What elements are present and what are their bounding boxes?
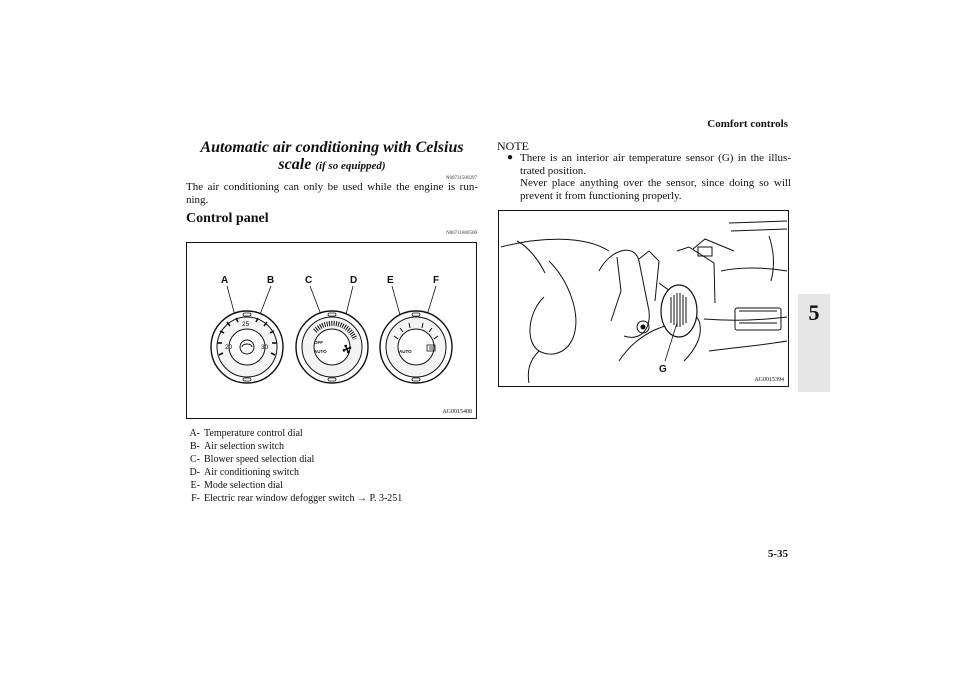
label-d: D	[350, 275, 358, 286]
legend-list	[183, 427, 479, 505]
note-text-2: Never place anything over the sensor, since doing so will prevent it from functioning properly.	[520, 177, 791, 202]
legend-item: B- Air selection switch	[190, 441, 284, 452]
title-word: scale	[278, 156, 312, 173]
label-a: A	[221, 275, 229, 286]
page-title	[186, 139, 478, 174]
auto-mark-2: AUTO	[399, 349, 412, 354]
running-header: Comfort controls	[707, 118, 788, 130]
chapter-tab	[798, 294, 830, 392]
temp-30: 30	[261, 344, 269, 351]
off-mark: OFF	[314, 340, 323, 345]
temperature-dial	[211, 311, 283, 383]
intro-paragraph: The air conditioning can only be used while the engine is run-ning.	[186, 181, 478, 206]
bullet-icon: ●	[507, 152, 514, 163]
legend-item: F- Electric rear window defogger switch → P. 3-251	[191, 493, 403, 504]
section-heading: Control panel	[186, 211, 269, 226]
label-f: F	[433, 275, 440, 286]
control-panel-illustration	[187, 243, 476, 418]
legend-item: D- Air conditioning switch	[189, 467, 299, 478]
sensor-location-figure	[498, 210, 789, 387]
chapter-number: 5	[808, 300, 820, 325]
temp-20: 20	[225, 344, 233, 351]
legend-item: E- Mode selection dial	[190, 480, 283, 491]
label-c: C	[305, 275, 313, 286]
auto-mark-1: AUTO	[314, 349, 327, 354]
page-number: 5-35	[767, 548, 788, 560]
temp-25: 25	[242, 321, 250, 328]
label-g: G	[659, 364, 667, 375]
title-line-2	[186, 156, 478, 174]
legend-item: C- Blower speed selection dial	[190, 454, 315, 465]
figure-2-code: AG0015394	[754, 377, 784, 383]
control-panel-figure	[186, 242, 477, 419]
note-text: There is an interior air temperature sensor (G) in the illus-trated position.	[520, 152, 791, 177]
mode-dial	[380, 311, 452, 383]
blower-dial	[296, 311, 368, 383]
label-b: B	[267, 275, 275, 286]
title-line-1: Automatic air conditioning with Celsius	[200, 139, 464, 156]
figure-1-code: AG0015408	[442, 409, 472, 415]
legend-item: A- Temperature control dial	[189, 428, 303, 439]
title-code: N00731500297	[445, 176, 477, 181]
title-qualifier: (if so equipped)	[315, 160, 386, 172]
note-body	[509, 152, 791, 202]
section-code: N00711800500	[446, 231, 477, 236]
label-e: E	[387, 275, 394, 286]
dashboard-illustration	[499, 211, 788, 386]
note-title: NOTE	[497, 139, 529, 153]
